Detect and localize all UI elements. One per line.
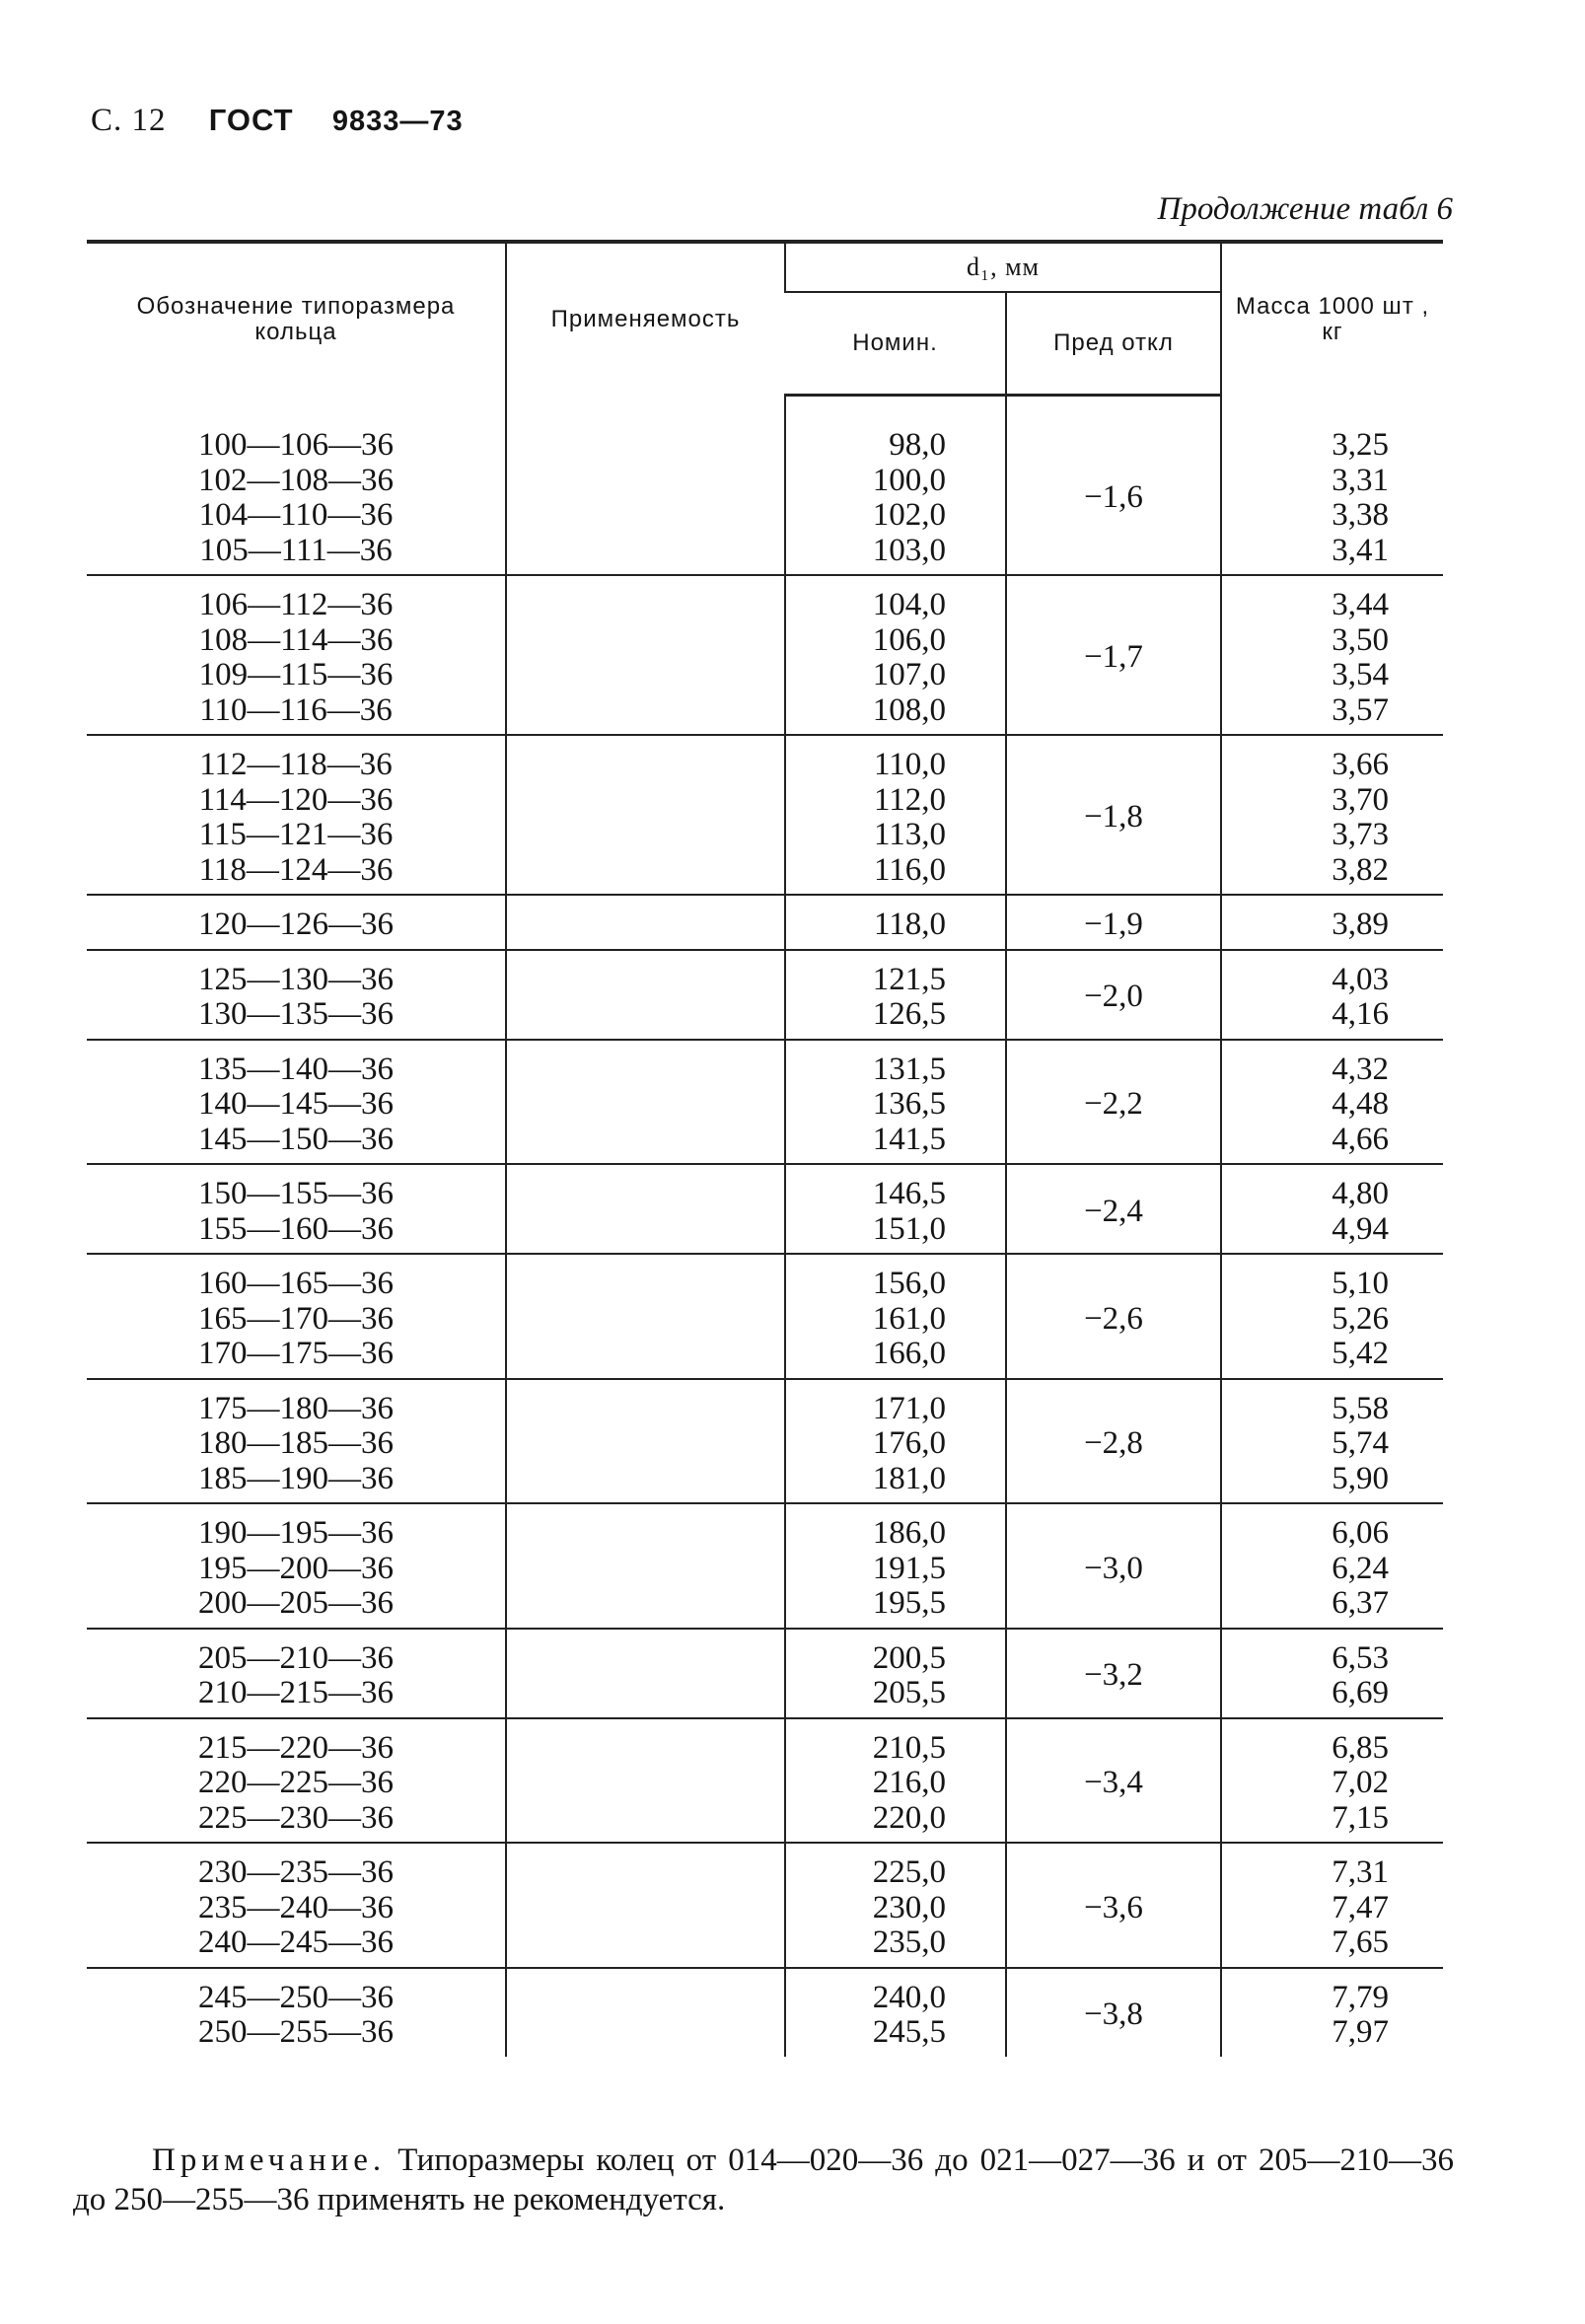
- mass-value: 7,47: [1332, 1889, 1390, 1925]
- nominal-value: 245,5: [872, 2014, 946, 2050]
- designation-value: 108—114—36: [198, 621, 394, 658]
- table-body: [87, 396, 1443, 2057]
- designation-value: 140—145—36: [198, 1086, 394, 1122]
- applicability-cell: [506, 950, 785, 1040]
- designation-cell: [87, 1718, 506, 1844]
- mass-value: 3,57: [1332, 691, 1390, 728]
- nominal-cell: [785, 1968, 1006, 2057]
- nominal-value: 118,0: [873, 907, 946, 942]
- designation-value: 240—245—36: [198, 1925, 394, 1960]
- note-label: Примечание.: [152, 2142, 387, 2178]
- mass-value: 4,32: [1332, 1051, 1390, 1087]
- designation-value: 165—170—36: [198, 1300, 394, 1337]
- nominal-value: 146,5: [872, 1176, 946, 1211]
- mass-value: 3,89: [1332, 907, 1390, 942]
- mass-value: 3,41: [1332, 532, 1390, 568]
- deviation-cell: [1006, 426, 1221, 575]
- nominal-value: 200,5: [872, 1639, 946, 1676]
- mass-value: 7,97: [1332, 2014, 1390, 2050]
- deviation-value: −2,2: [1084, 1086, 1143, 1122]
- deviation-value: −2,8: [1084, 1425, 1143, 1461]
- nominal-value: 151,0: [872, 1210, 946, 1247]
- mass-value: 5,58: [1332, 1390, 1390, 1426]
- deviation-value: −3,4: [1084, 1765, 1143, 1800]
- table-row-group: [87, 950, 1443, 1040]
- deviation-value: −3,8: [1084, 1997, 1143, 2033]
- designation-value: 220—225—36: [198, 1765, 394, 1800]
- mass-value: 5,26: [1332, 1300, 1390, 1337]
- note-text: Типоразмеры колец от 014—020—36 до 021—027—36 и от 205—210—36 до 250—255—36 применять не рекомендуется.: [73, 2142, 1454, 2217]
- deviation-value: −1,9: [1084, 907, 1143, 942]
- mass-value: 6,69: [1332, 1675, 1390, 1710]
- designation-value: 160—165—36: [198, 1266, 394, 1301]
- applicability-cell: [506, 1968, 785, 2057]
- designation-cell: [87, 950, 506, 1040]
- designation-cell: [87, 895, 506, 950]
- nominal-value: 126,5: [872, 996, 946, 1032]
- mass-value: 4,66: [1332, 1121, 1390, 1157]
- table-row-group: [87, 575, 1443, 735]
- nominal-value: 156,0: [872, 1266, 946, 1301]
- nominal-cell: [785, 1040, 1006, 1165]
- mass-cell: [1221, 426, 1443, 575]
- applicability-cell: [506, 1629, 785, 1718]
- designation-value: 210—215—36: [198, 1675, 394, 1710]
- designation-value: 230—235—36: [198, 1854, 394, 1890]
- table-row-group: [87, 426, 1443, 575]
- mass-value: 4,48: [1332, 1086, 1390, 1122]
- deviation-cell: [1006, 1040, 1221, 1165]
- designation-value: 205—210—36: [198, 1639, 394, 1676]
- nominal-value: 176,0: [872, 1425, 946, 1461]
- mass-cell: [1221, 1254, 1443, 1379]
- mass-cell: [1221, 1968, 1443, 2057]
- nominal-cell: [785, 1254, 1006, 1379]
- designation-cell: [87, 426, 506, 575]
- nominal-cell: [785, 1379, 1006, 1504]
- deviation-value: −1,6: [1084, 479, 1143, 516]
- nominal-value: 136,5: [872, 1086, 946, 1122]
- header-designation: Обозначение типоразмера кольца: [87, 242, 506, 396]
- table-row-group: [87, 895, 1443, 950]
- designation-cell: [87, 1629, 506, 1718]
- page-number: С. 12: [91, 103, 167, 138]
- mass-cell: [1221, 1379, 1443, 1504]
- table-row-group: [87, 1718, 1443, 1844]
- nominal-value: 103,0: [872, 532, 946, 568]
- nominal-cell: [785, 1164, 1006, 1254]
- designation-value: 110—116—36: [199, 691, 393, 728]
- nominal-value: 205,5: [872, 1675, 946, 1710]
- nominal-value: 181,0: [872, 1460, 946, 1496]
- nominal-value: 171,0: [872, 1390, 946, 1426]
- table-row-group: [87, 1843, 1443, 1968]
- mass-cell: [1221, 735, 1443, 895]
- mass-value: 3,54: [1332, 657, 1390, 692]
- deviation-cell: [1006, 1718, 1221, 1844]
- nominal-value: 100,0: [872, 462, 946, 498]
- deviation-value: −3,6: [1084, 1889, 1143, 1925]
- mass-value: 6,06: [1332, 1515, 1390, 1551]
- mass-value: 4,94: [1332, 1210, 1390, 1247]
- designation-value: 104—110—36: [198, 497, 394, 533]
- designation-value: 120—126—36: [198, 907, 394, 942]
- mass-cell: [1221, 1164, 1443, 1254]
- applicability-cell: [506, 895, 785, 950]
- deviation-value: −3,0: [1084, 1550, 1143, 1586]
- table-note: [73, 2141, 1454, 2219]
- deviation-cell: [1006, 1254, 1221, 1379]
- mass-cell: [1221, 1843, 1443, 1968]
- mass-value: 5,10: [1332, 1266, 1390, 1301]
- deviation-value: −2,4: [1084, 1193, 1143, 1229]
- nominal-cell: [785, 1503, 1006, 1629]
- applicability-cell: [506, 575, 785, 735]
- mass-value: 7,31: [1332, 1854, 1390, 1890]
- table-row-group: [87, 1379, 1443, 1504]
- designation-cell: [87, 1164, 506, 1254]
- mass-value: 3,73: [1332, 817, 1390, 852]
- designation-value: 102—108—36: [198, 462, 394, 498]
- designation-value: 125—130—36: [198, 961, 394, 997]
- deviation-cell: [1006, 735, 1221, 895]
- designation-value: 106—112—36: [198, 587, 394, 622]
- designation-cell: [87, 1379, 506, 1504]
- nominal-cell: [785, 895, 1006, 950]
- nominal-value: 166,0: [872, 1336, 946, 1371]
- designation-value: 225—230—36: [198, 1799, 394, 1836]
- mass-value: 6,37: [1332, 1585, 1390, 1621]
- mass-value: 3,31: [1332, 462, 1390, 498]
- deviation-value: −1,7: [1084, 639, 1143, 676]
- nominal-value: 240,0: [872, 1979, 946, 2015]
- mass-value: 3,70: [1332, 781, 1390, 818]
- mass-value: 5,90: [1332, 1460, 1390, 1496]
- nominal-cell: [785, 1718, 1006, 1844]
- table-row-group: [87, 1968, 1443, 2057]
- designation-value: 112—118—36: [199, 747, 393, 782]
- header-deviation: Пред откл: [1006, 292, 1221, 396]
- nominal-cell: [785, 1629, 1006, 1718]
- mass-value: 6,53: [1332, 1639, 1390, 1676]
- page-header: [91, 103, 464, 139]
- mass-value: 3,44: [1332, 587, 1390, 622]
- nominal-value: 102,0: [872, 497, 946, 533]
- applicability-cell: [506, 735, 785, 895]
- designation-value: 180—185—36: [198, 1425, 394, 1461]
- nominal-value: 230,0: [872, 1889, 946, 1925]
- designation-value: 145—150—36: [198, 1121, 394, 1157]
- header-applicability: Применяемость: [506, 242, 785, 396]
- deviation-cell: [1006, 1629, 1221, 1718]
- deviation-cell: [1006, 575, 1221, 735]
- applicability-cell: [506, 1503, 785, 1629]
- mass-cell: [1221, 575, 1443, 735]
- nominal-value: 112,0: [873, 781, 946, 818]
- header-nominal: Номин.: [785, 292, 1006, 396]
- rings-table: [87, 240, 1443, 2057]
- designation-value: 195—200—36: [198, 1550, 394, 1586]
- table-row-group: [87, 735, 1443, 895]
- deviation-cell: [1006, 895, 1221, 950]
- designation-cell: [87, 735, 506, 895]
- nominal-value: 225,0: [872, 1854, 946, 1890]
- applicability-cell: [506, 1254, 785, 1379]
- deviation-value: −2,0: [1084, 979, 1143, 1015]
- deviation-value: −3,2: [1084, 1657, 1143, 1694]
- nominal-cell: [785, 575, 1006, 735]
- designation-cell: [87, 1843, 506, 1968]
- mass-value: 6,24: [1332, 1550, 1390, 1586]
- applicability-cell: [506, 1379, 785, 1504]
- nominal-value: 216,0: [872, 1765, 946, 1800]
- mass-value: 3,82: [1332, 851, 1390, 888]
- mass-cell: [1221, 1503, 1443, 1629]
- nominal-value: 191,5: [872, 1550, 946, 1586]
- designation-value: 190—195—36: [198, 1515, 394, 1551]
- mass-value: 5,74: [1332, 1425, 1390, 1461]
- nominal-value: 116,0: [873, 851, 946, 888]
- nominal-value: 108,0: [872, 691, 946, 728]
- mass-value: 7,65: [1332, 1925, 1390, 1960]
- designation-cell: [87, 1968, 506, 2057]
- designation-value: 215—220—36: [198, 1729, 394, 1766]
- designation-value: 135—140—36: [198, 1051, 394, 1087]
- mass-value: 7,15: [1332, 1799, 1390, 1836]
- applicability-cell: [506, 1843, 785, 1968]
- mass-value: 5,42: [1332, 1336, 1390, 1371]
- applicability-cell: [506, 1718, 785, 1844]
- deviation-value: −2,6: [1084, 1300, 1143, 1337]
- table-row-group: [87, 1503, 1443, 1629]
- nominal-value: 131,5: [872, 1051, 946, 1087]
- nominal-value: 141,5: [872, 1121, 946, 1157]
- nominal-value: 161,0: [872, 1300, 946, 1337]
- nominal-value: 113,0: [873, 817, 946, 852]
- header-mass: Масса 1000 шт , кг: [1221, 242, 1443, 396]
- deviation-cell: [1006, 950, 1221, 1040]
- nominal-value: 121,5: [872, 961, 946, 997]
- header-d1: d₁, мм: [785, 242, 1221, 292]
- table-continuation-caption: Продолжение табл 6: [1157, 191, 1453, 227]
- designation-cell: [87, 575, 506, 735]
- designation-value: 118—124—36: [198, 851, 394, 888]
- applicability-cell: [506, 426, 785, 575]
- mass-cell: [1221, 950, 1443, 1040]
- deviation-cell: [1006, 1503, 1221, 1629]
- nominal-cell: [785, 950, 1006, 1040]
- nominal-cell: [785, 1843, 1006, 1968]
- nominal-value: 106,0: [872, 621, 946, 658]
- table-row-group: [87, 1040, 1443, 1165]
- mass-value: 4,16: [1332, 996, 1390, 1032]
- designation-value: 175—180—36: [198, 1390, 394, 1426]
- deviation-cell: [1006, 1968, 1221, 2057]
- designation-value: 114—120—36: [198, 781, 394, 818]
- table-row-group: [87, 1254, 1443, 1379]
- mass-value: 4,80: [1332, 1176, 1390, 1211]
- mass-cell: [1221, 1040, 1443, 1165]
- designation-cell: [87, 1503, 506, 1629]
- designation-value: 100—106—36: [198, 427, 394, 463]
- designation-cell: [87, 1040, 506, 1165]
- designation-value: 150—155—36: [198, 1176, 394, 1211]
- mass-value: 4,03: [1332, 961, 1390, 997]
- designation-value: 115—121—36: [198, 817, 394, 852]
- deviation-cell: [1006, 1379, 1221, 1504]
- nominal-value: 107,0: [872, 657, 946, 692]
- mass-value: 6,85: [1332, 1729, 1390, 1766]
- designation-value: 109—115—36: [198, 657, 394, 692]
- mass-cell: [1221, 895, 1443, 950]
- mass-value: 3,50: [1332, 621, 1390, 658]
- designation-value: 185—190—36: [198, 1460, 394, 1496]
- nominal-value: 235,0: [872, 1925, 946, 1960]
- nominal-value: 110,0: [873, 747, 946, 782]
- mass-cell: [1221, 1718, 1443, 1844]
- nominal-cell: [785, 735, 1006, 895]
- nominal-cell: [785, 426, 1006, 575]
- designation-value: 170—175—36: [198, 1336, 394, 1371]
- standard-number: 9833—73: [331, 106, 464, 137]
- deviation-cell: [1006, 1164, 1221, 1254]
- nominal-value: 210,5: [872, 1729, 946, 1766]
- mass-cell: [1221, 1629, 1443, 1718]
- table-row-group: [87, 1164, 1443, 1254]
- nominal-value: 104,0: [872, 587, 946, 622]
- nominal-value: 220,0: [872, 1799, 946, 1836]
- designation-value: 245—250—36: [198, 1979, 394, 2015]
- table-row-group: [87, 1629, 1443, 1718]
- nominal-value: 98,0: [889, 427, 946, 463]
- nominal-value: 186,0: [872, 1515, 946, 1551]
- designation-value: 200—205—36: [198, 1585, 394, 1621]
- standard-label: ГОСТ: [208, 103, 294, 137]
- designation-value: 130—135—36: [198, 996, 394, 1032]
- nominal-value: 195,5: [872, 1585, 946, 1621]
- mass-value: 7,02: [1332, 1765, 1390, 1800]
- deviation-value: −1,8: [1084, 799, 1143, 835]
- designation-value: 250—255—36: [198, 2014, 394, 2050]
- applicability-cell: [506, 1040, 785, 1165]
- designation-value: 105—111—36: [199, 532, 393, 568]
- mass-value: 3,25: [1332, 427, 1390, 463]
- designation-cell: [87, 1254, 506, 1379]
- mass-value: 3,38: [1332, 497, 1390, 533]
- designation-value: 155—160—36: [198, 1210, 394, 1247]
- mass-value: 3,66: [1332, 747, 1390, 782]
- applicability-cell: [506, 1164, 785, 1254]
- deviation-cell: [1006, 1843, 1221, 1968]
- designation-value: 235—240—36: [198, 1889, 394, 1925]
- mass-value: 7,79: [1332, 1979, 1390, 2015]
